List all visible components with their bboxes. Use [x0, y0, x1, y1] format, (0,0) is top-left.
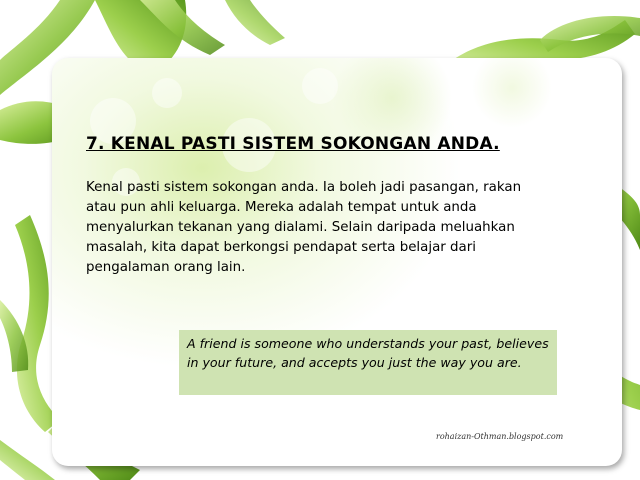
bokeh-light [152, 78, 182, 108]
quote-box [179, 330, 557, 395]
bokeh-light [302, 68, 338, 104]
blog-credit: rohaizan-Othman.blogspot.com [436, 432, 564, 441]
quote-text: A friend is someone who understands your past, believes in your future, and accepts you just the way you are. [187, 336, 549, 370]
body-paragraph: Kenal pasti sistem sokongan anda. Ia boleh jadi pasangan, rakan atau pun ahli keluarga. Mereka adalah tempat untuk anda menyalurkan tekanan yang dialami. Selain daripada meluahkan masalah, kita dapat berkongsi pendapat serta belajar dari pengalaman orang lain. [86, 180, 522, 275]
section-heading: 7. KENAL PASTI SISTEM SOKONGAN ANDA. [86, 134, 500, 154]
